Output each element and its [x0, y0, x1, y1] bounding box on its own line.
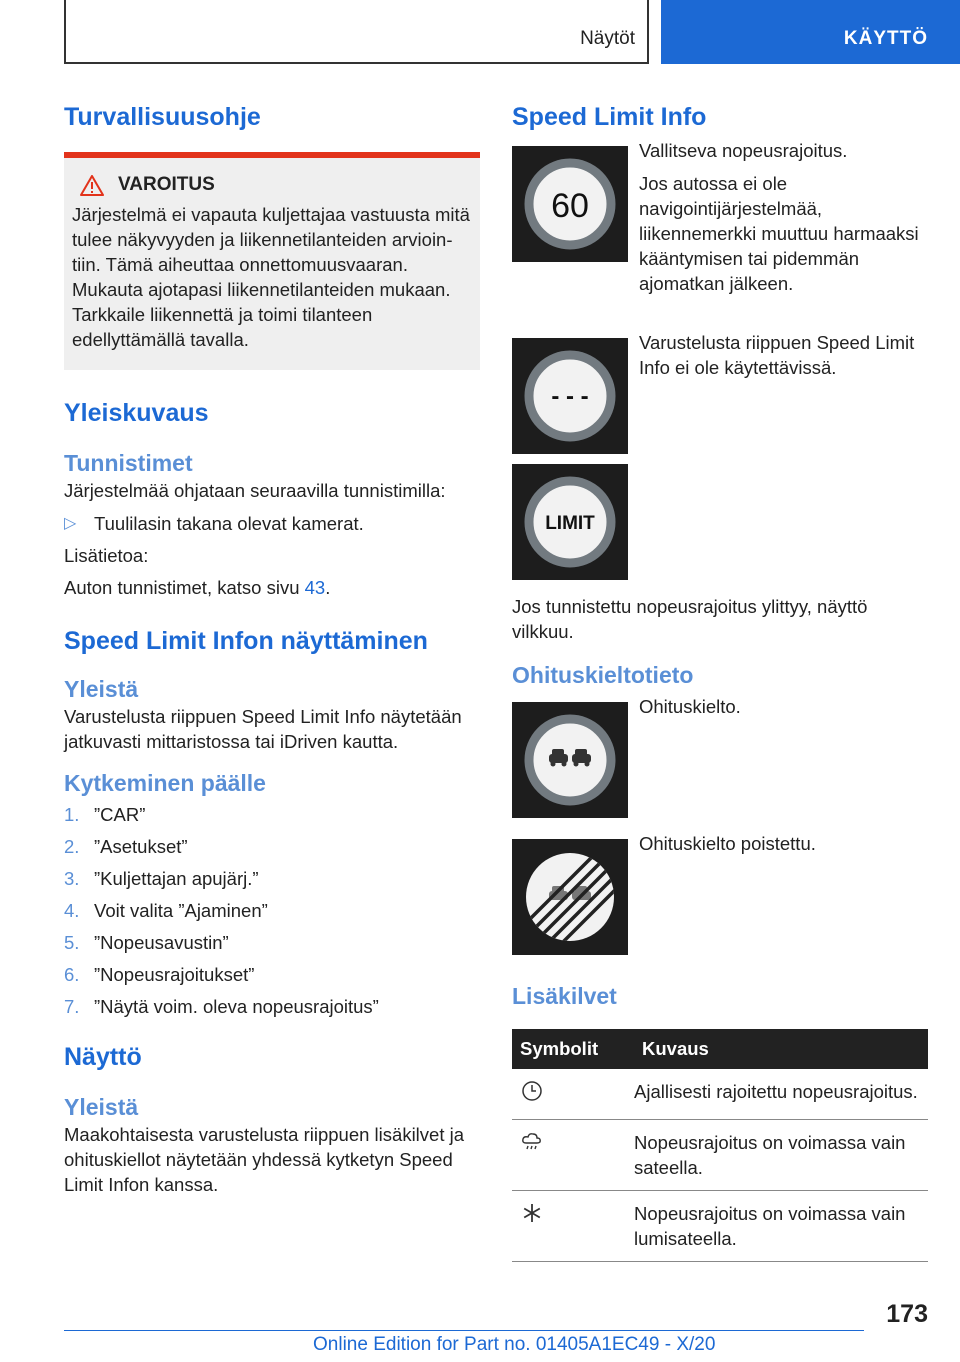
speed-limit-dashes-sign-image: [512, 338, 628, 454]
table-cell-symbol: [512, 1120, 634, 1191]
general-2-text: Maakohtaisesta varustelusta riippuen lisäkilvet ja ohituskiellot näytetään yhdessä kytketyn Speed Limit Infon kanssa.: [64, 1124, 465, 1195]
table-row: [512, 1191, 928, 1262]
sign-limit: LIMIT: [545, 513, 595, 534]
no-overtaking-sign-image: [512, 702, 628, 818]
footer-divider: [64, 1330, 864, 1331]
page-link-43[interactable]: 43: [304, 577, 326, 598]
no-overtaking-end-text: [628, 831, 816, 856]
warning-box: [64, 152, 480, 370]
heading-display-sli: Speed Limit Infon näyttäminen: [64, 627, 428, 655]
table-cell-symbol: [512, 1069, 634, 1120]
sensors-reference-text: Auton tunnistimet, katso sivu: [64, 577, 300, 598]
heading-no-overtaking: Ohituskieltotieto: [512, 662, 694, 688]
heading-sensors: Tunnistimet: [64, 450, 193, 476]
header-section-label: Näytöt: [580, 28, 635, 49]
general-1-text: Varustelusta riippuen Speed Limit Info näytetään jatkuvasti mittaristossa tai iDriven kautta.: [64, 706, 462, 752]
no-overtaking-end-sign-image: [512, 839, 628, 955]
table-row: [512, 1069, 928, 1120]
header-chapter-tab: [661, 0, 960, 64]
step-item: 2. ”Asetukset”: [64, 836, 188, 857]
table-cell-description: Nopeusrajoitus on voimassa vain lumisateella.: [634, 1191, 928, 1262]
sign-row-limit: [512, 464, 928, 580]
no-overtaking-text: [628, 694, 741, 719]
table-header-row: [512, 1029, 928, 1069]
speed-limit-60-sign-image: [512, 146, 628, 262]
step-item: 6. ”Nopeusrajoitukset”: [64, 964, 255, 985]
sign-row-unavailable: [512, 332, 928, 454]
more-info-label: Lisätietoa:: [64, 545, 149, 566]
right-column: [512, 100, 928, 1262]
heading-general-1: Yleistä: [64, 676, 139, 702]
step-item: 4. Voit valita ”Ajaminen”: [64, 900, 268, 921]
warning-title: [80, 174, 472, 196]
sign-60-number: 60: [551, 187, 589, 225]
footer-edition: Online Edition for Part no. 01405A1EC49 - X/20: [313, 1334, 716, 1355]
sli-exceeded-text: Jos tunnistettu nopeusrajoitus ylittyy, näyttö vilkkuu.: [512, 596, 868, 642]
sli-unavailable-text: Varustelusta riippuen Speed Limit Info ei ole käytettävissä.: [639, 332, 915, 378]
sensors-reference: [64, 575, 480, 600]
snowflake-icon: [520, 1201, 544, 1225]
sensors-bullet: [64, 511, 480, 536]
table-row: [512, 1120, 928, 1191]
table-header-description: Kuvaus: [634, 1029, 928, 1069]
bullet-triangle-icon: ▷: [64, 515, 77, 532]
heading-speed-limit-info: Speed Limit Info: [512, 103, 707, 131]
step-item: 3. ”Kuljettajan apujärj.”: [64, 868, 259, 889]
header-section-tab: [64, 0, 649, 64]
warning-title-text: VAROITUS: [118, 174, 215, 195]
sign-unavailable-text: [628, 330, 928, 380]
warning-triangle-icon: [80, 175, 104, 196]
sensors-text: Järjestelmää ohjataan seuraavilla tunnistimilla:: [64, 480, 446, 501]
sli-current-text: Vallitseva nopeusrajoitus.: [639, 140, 848, 161]
heading-overview: Yleiskuvaus: [64, 399, 209, 427]
page-number: 173: [886, 1300, 928, 1328]
heading-switch-on: Kytkeminen päälle: [64, 770, 266, 796]
no-overtaking-end-label: Ohituskielto poistettu.: [639, 833, 816, 854]
table-cell-symbol: [512, 1191, 634, 1262]
step-item: 5. ”Nopeusavustin”: [64, 932, 229, 953]
step-item: 1. ”CAR”: [64, 804, 146, 825]
sign-dashes: - - -: [551, 383, 589, 410]
heading-safety: Turvallisuusohje: [64, 103, 261, 131]
sensors-bullet-text: Tuulilasin takana olevat kamerat.: [94, 513, 364, 534]
table-cell-description: Nopeusrajoitus on voimassa vain sateella.: [634, 1120, 928, 1191]
heading-general-2: Yleistä: [64, 1094, 139, 1120]
header-chapter-label: KÄYTTÖ: [843, 28, 928, 49]
left-column: [64, 100, 480, 1197]
sign-60-text: [628, 138, 928, 296]
sign-row-no-overtaking: [512, 696, 928, 818]
sensors-reference-end: .: [325, 577, 331, 598]
sign-row-60: [512, 140, 928, 296]
table-cell-description: Ajallisesti rajoitettu nopeusrajoitus.: [634, 1069, 928, 1120]
no-overtaking-label: Ohituskielto.: [639, 696, 741, 717]
additional-signs-table: [512, 1029, 928, 1262]
heading-display: Näyttö: [64, 1043, 142, 1071]
sign-row-no-overtaking-end: [512, 833, 928, 955]
clock-icon: [520, 1079, 544, 1103]
rain-cloud-icon: [520, 1130, 544, 1154]
sli-no-nav-text: Jos autossa ei ole navigointijärjestelmää, liikennemerkki muuttuu harmaaksi kääntymisen tai pidemmän ajomatkan jälkeen.: [639, 173, 919, 294]
heading-additional-signs: Lisäkilvet: [512, 983, 617, 1009]
warning-text: Järjestelmä ei vapauta kuljettajaa vastuusta mitä tulee näkyvyyden ja liikennetilanteiden arviointiin. Tämä aiheuttaa onnettomuusvaaran. Mukauta ajotapasi liikennetilanteiden mukaan. Tarkkaile liikennettä ja toimi tilanteen edellyttämällä tavalla.: [72, 204, 470, 350]
speed-limit-limit-sign-image: [512, 464, 628, 580]
table-header-symbol: Symbolit: [512, 1029, 634, 1069]
step-item: 7. ”Näytä voim. oleva nopeusrajoitus”: [64, 996, 379, 1017]
switch-on-steps: [64, 802, 480, 1026]
